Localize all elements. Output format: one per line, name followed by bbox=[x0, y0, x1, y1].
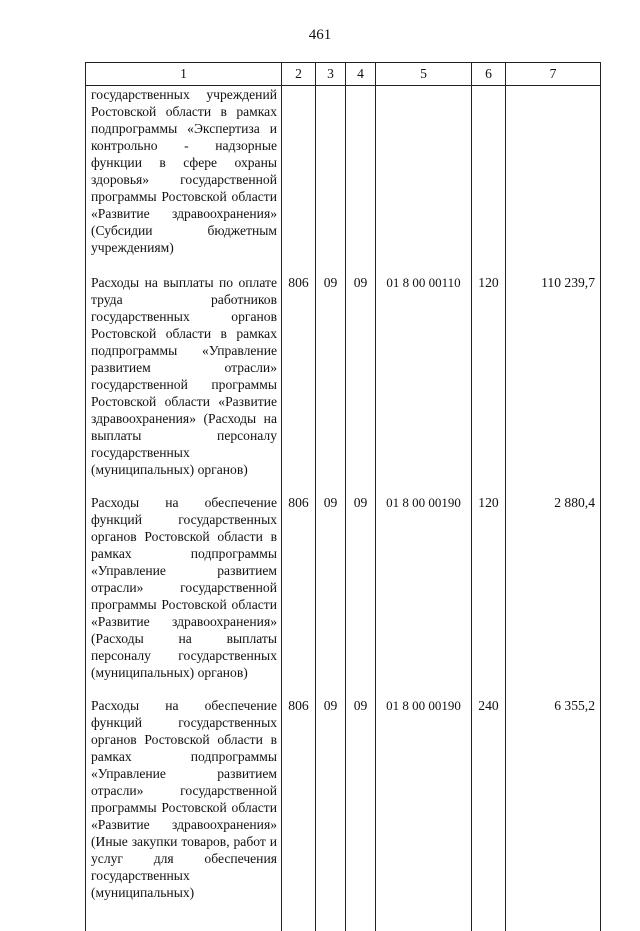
budget-table bbox=[85, 62, 601, 931]
table-header bbox=[86, 63, 601, 86]
table-row bbox=[86, 486, 601, 689]
table-row-continuation bbox=[86, 86, 601, 267]
row-section: 09 bbox=[316, 486, 346, 689]
row-target-article: 01 8 00 00190 bbox=[376, 689, 472, 931]
row-description: Расходы на обеспечение функций государственных органов Ростовской области в рамках подпрограммы «Управление развитием отрасли» государственной программы Ростовской области «Развитие здравоохранения» (Иные закупки товаров, работ и услуг для обеспечения государственных (муниципальных) bbox=[86, 689, 282, 931]
header-col-6: 6 bbox=[472, 63, 506, 86]
header-col-3: 3 bbox=[316, 63, 346, 86]
row-amount: 2 880,4 bbox=[506, 486, 601, 689]
row-section: 09 bbox=[316, 266, 346, 486]
row-expense-type: 120 bbox=[472, 266, 506, 486]
header-col-2: 2 bbox=[282, 63, 316, 86]
row-ministry: 806 bbox=[282, 689, 316, 931]
row-amount: 110 239,7 bbox=[506, 266, 601, 486]
page-number: 461 bbox=[308, 27, 332, 43]
row-target-article: 01 8 00 00190 bbox=[376, 486, 472, 689]
header-col-7: 7 bbox=[506, 63, 601, 86]
table-row bbox=[86, 266, 601, 486]
row-description: Расходы на обеспечение функций государственных органов Ростовской области в рамках подпрограммы «Управление развитием отрасли» государственной программы Ростовской области «Развитие здравоохранения» (Расходы на выплаты персоналу государственных (муниципальных) органов) bbox=[86, 486, 282, 689]
row-amount: 6 355,2 bbox=[506, 689, 601, 931]
table-row bbox=[86, 689, 601, 931]
header-col-1: 1 bbox=[86, 63, 282, 86]
row-target-article: 01 8 00 00110 bbox=[376, 266, 472, 486]
row-expense-type: 120 bbox=[472, 486, 506, 689]
header-col-5: 5 bbox=[376, 63, 472, 86]
row-subsection: 09 bbox=[346, 266, 376, 486]
row-subsection: 09 bbox=[346, 689, 376, 931]
continuation-description: государственных учреждений Ростовской области в рамках подпрограммы «Экспертиза и контрольно - надзорные функции в сфере охраны здоровья» государственной программы Ростовской области «Развитие здравоохранения» (Субсидии бюджетным учреждениям) bbox=[86, 86, 282, 267]
row-expense-type: 240 bbox=[472, 689, 506, 931]
row-ministry: 806 bbox=[282, 486, 316, 689]
row-ministry: 806 bbox=[282, 266, 316, 486]
row-subsection: 09 bbox=[346, 486, 376, 689]
row-section: 09 bbox=[316, 689, 346, 931]
header-col-4: 4 bbox=[346, 63, 376, 86]
row-description: Расходы на выплаты по оплате труда работников государственных органов Ростовской области в рамках подпрограммы «Управление развитием отрасли» государственной программы Ростовской области «Развитие здравоохранения» (Расходы на выплаты персоналу государственных (муниципальных) органов) bbox=[86, 266, 282, 486]
